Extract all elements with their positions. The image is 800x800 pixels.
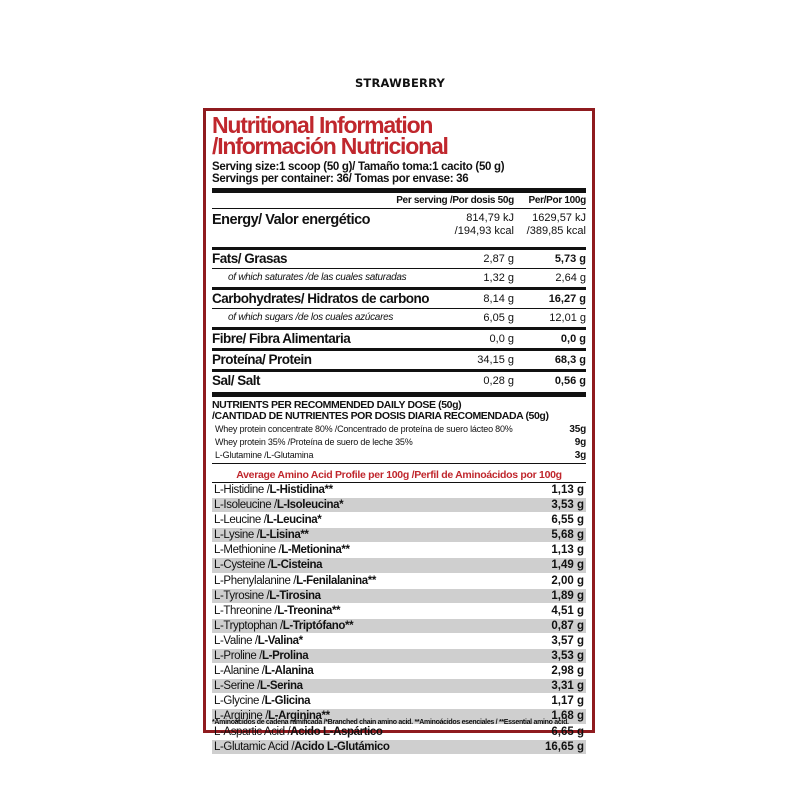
amino-acid-value: 2,00 g xyxy=(551,574,584,587)
nutrient-serving: 2,87 g xyxy=(483,253,514,265)
amino-acid-value: 3,53 g xyxy=(551,650,584,663)
amino-acid-name xyxy=(214,740,514,754)
amino-acid-name xyxy=(214,634,514,648)
amino-acid-name-en: L-Proline / xyxy=(214,650,263,663)
nutrient-name: Proteína/ Protein xyxy=(212,352,312,367)
amino-acid-name-es: L-Treonina** xyxy=(277,604,341,617)
nutrient-row-protein xyxy=(212,351,586,369)
table-row xyxy=(212,543,586,558)
nutrient-per100: 12,01 g xyxy=(549,312,586,324)
amino-acid-name xyxy=(214,528,514,542)
amino-acid-value: 3,31 g xyxy=(551,680,584,693)
servings-per-container: Servings per container: 36/ Tomas por envase: 36 xyxy=(212,173,469,185)
column-header-row xyxy=(212,193,586,208)
amino-acid-name-es: L-Triptófano** xyxy=(282,619,354,632)
amino-acid-name xyxy=(214,679,514,693)
amino-acid-name-es: L-Prolina xyxy=(262,650,309,663)
nutrient-name: Fats/ Grasas xyxy=(212,251,288,266)
amino-acid-name-en: L-Cysteine / xyxy=(214,559,271,572)
amino-acid-value: 0,87 g xyxy=(551,619,584,632)
energy-name: Energy/ Valor energético xyxy=(212,212,371,228)
nutrient-serving: 1,32 g xyxy=(483,272,514,284)
table-row xyxy=(212,604,586,619)
amino-acid-name-en: L-Histidine / xyxy=(214,484,270,496)
nutrient-name: of which saturates /de las cuales saturadas xyxy=(228,272,407,283)
energy-per100 xyxy=(514,212,586,237)
amino-acid-value: 6,65 g xyxy=(551,725,584,738)
list-item xyxy=(212,423,586,436)
amino-acid-name xyxy=(214,483,514,497)
nutrient-name: of which sugars /de los cuales azúcares xyxy=(228,312,394,323)
title-line-1: Nutritional Information xyxy=(212,112,433,138)
amino-acid-name-en: L-Lysine / xyxy=(214,529,260,542)
nutrient-per100: 2,64 g xyxy=(555,272,586,284)
nutrient-name: Carbohydrates/ Hidratos de carbono xyxy=(212,291,430,306)
divider xyxy=(212,392,586,397)
amino-profile-header: Average Amino Acid Profile per 100g /Perfil de Aminoácidos por 100g xyxy=(236,469,562,481)
amino-acid-value: 1,17 g xyxy=(551,695,584,708)
nutrient-row-saturates xyxy=(212,269,586,287)
nutrient-row-fats xyxy=(212,250,586,268)
list-item xyxy=(212,449,586,462)
table-row xyxy=(212,634,586,649)
amino-acid-name-en: L-Alanine / xyxy=(214,665,265,678)
energy-serving-kcal: /194,93 kcal xyxy=(454,224,514,237)
amino-acid-name xyxy=(214,604,514,618)
table-row xyxy=(212,558,586,573)
amino-acid-value: 1,89 g xyxy=(551,589,584,602)
amino-acid-name-es: L-Tirosina xyxy=(269,589,321,602)
per-serving-header: Per serving /Por dosis 50g xyxy=(396,195,514,206)
daily-dose-item-value: 3g xyxy=(574,450,586,461)
footnote: *Aminoácidos de cadena ramificada /*Branched chain amino acid. **Aminoácidos esenciales / **Essential amino acid. xyxy=(212,719,569,726)
nutrient-serving: 0,28 g xyxy=(483,375,514,387)
table-row xyxy=(212,694,586,709)
amino-acid-value: 2,98 g xyxy=(551,665,584,678)
nutrient-per100: 0,56 g xyxy=(554,375,586,387)
per-100g-header: Per/Por 100g xyxy=(528,195,586,206)
amino-acid-name-en: L-Threonine / xyxy=(214,604,278,617)
nutrient-serving: 8,14 g xyxy=(483,293,514,305)
amino-acid-name-es: L-Serina xyxy=(259,680,303,693)
amino-acid-name-es: L-Metionina** xyxy=(281,544,350,557)
amino-acid-name xyxy=(214,589,514,603)
flavor-label: STRAWBERRY xyxy=(354,76,446,90)
amino-acid-value: 1,13 g xyxy=(551,484,584,496)
amino-acid-value: 16,65 g xyxy=(545,740,584,753)
amino-acid-name-en: L-Glycine / xyxy=(214,695,265,708)
amino-acid-name-es: L-Fenilalanina** xyxy=(296,574,376,587)
daily-dose-list xyxy=(212,423,586,462)
nutrient-name: Fibre/ Fibra Alimentaria xyxy=(212,331,351,346)
divider xyxy=(212,463,586,464)
amino-acid-name-es: L-Valina* xyxy=(257,634,303,647)
amino-acid-name-es: L-Arginina** xyxy=(268,710,330,723)
amino-acid-name-es: L-Cisteina xyxy=(270,559,323,572)
amino-acid-table xyxy=(212,483,586,755)
amino-acid-name-en: L-Glutamic Acid / xyxy=(214,740,295,753)
amino-acid-name-es: Acido L-Glutámico xyxy=(294,740,390,753)
table-row xyxy=(212,649,586,664)
amino-acid-name-en: L-Isoleucine / xyxy=(214,499,277,512)
amino-acid-name xyxy=(214,513,514,527)
nutrient-per100: 0,0 g xyxy=(560,333,586,345)
amino-acid-name-es: L-Glicina xyxy=(264,695,311,708)
table-row xyxy=(212,679,586,694)
daily-dose-title xyxy=(212,400,586,422)
nutrient-per100: 68,3 g xyxy=(554,354,586,366)
nutrient-serving: 0,0 g xyxy=(489,333,514,345)
serving-size: Serving size:1 scoop (50 g)/ Tamaño toma:1 cacito (50 g) xyxy=(212,161,505,173)
amino-acid-value: 3,57 g xyxy=(551,634,584,647)
amino-acid-name-en: L-Aspartic Acid / xyxy=(214,725,291,738)
list-item xyxy=(212,436,586,449)
amino-acid-name-en: L-Valine / xyxy=(214,634,258,647)
daily-dose-title-es: /CANTIDAD DE NUTRIENTES POR DOSIS DIARIA RECOMENDADA (50g) xyxy=(212,410,549,422)
energy-per100-kj: 1629,57 kJ xyxy=(532,212,586,224)
amino-acid-value: 1,68 g xyxy=(551,710,584,723)
table-row xyxy=(212,589,586,604)
serving-info xyxy=(212,161,586,185)
daily-dose-item-name: L-Glutamine /L-Glutamina xyxy=(215,450,314,460)
amino-acid-value: 6,55 g xyxy=(551,514,584,527)
nutrient-row-carbohydrates xyxy=(212,290,586,308)
amino-acid-name-es: Acido L-Aspártico xyxy=(290,725,383,738)
amino-acid-value: 4,51 g xyxy=(551,604,584,617)
table-row xyxy=(212,528,586,543)
daily-dose-item-name: Whey protein concentrate 80% /Concentrado de proteína de suero lácteo 80% xyxy=(215,424,513,434)
nutrient-per100: 16,27 g xyxy=(548,293,586,305)
amino-acid-name-en: L-Arginine / xyxy=(214,710,269,723)
amino-acid-name-es: L-Histidina** xyxy=(269,484,333,496)
daily-dose-item-value: 9g xyxy=(574,437,586,448)
nutrient-serving: 6,05 g xyxy=(483,312,514,324)
amino-acid-name-en: L-Tyrosine / xyxy=(214,589,270,602)
table-row xyxy=(212,513,586,528)
amino-acid-name-en: L-Leucine / xyxy=(214,514,267,527)
nutrient-name: Sal/ Salt xyxy=(212,373,261,388)
daily-dose-item-name: Whey protein 35% /Proteína de suero de leche 35% xyxy=(215,437,413,447)
nutrition-label xyxy=(203,108,595,753)
amino-acid-name xyxy=(214,574,514,588)
amino-acid-name xyxy=(214,498,514,512)
table-row xyxy=(212,483,586,498)
energy-serving-kj: 814,79 kJ xyxy=(466,212,514,224)
table-row xyxy=(212,740,586,755)
amino-acid-name-es: L-Alanina xyxy=(264,665,314,678)
daily-dose-title-en: NUTRIENTS PER RECOMMENDED DAILY DOSE (50g) xyxy=(212,399,462,411)
amino-acid-name xyxy=(214,725,514,739)
nutrient-row-salt xyxy=(212,372,586,390)
amino-acid-value: 1,49 g xyxy=(551,559,584,572)
amino-acid-name-es: L-Leucina* xyxy=(266,514,322,527)
title-line-2: /Información Nutricional xyxy=(212,133,448,159)
nutrient-table xyxy=(212,250,586,390)
energy-per100-kcal: /389,85 kcal xyxy=(526,224,586,237)
amino-acid-name-es: L-Isoleucina* xyxy=(276,499,344,512)
amino-acid-name xyxy=(214,558,514,572)
energy-row xyxy=(212,209,586,247)
amino-acid-name xyxy=(214,664,514,678)
nutrient-per100: 5,73 g xyxy=(554,253,586,265)
nutrition-label-content xyxy=(212,112,586,753)
label-title xyxy=(212,112,586,159)
amino-acid-name xyxy=(214,694,514,708)
table-row xyxy=(212,725,586,740)
amino-acid-value: 1,13 g xyxy=(551,544,584,557)
nutrient-serving: 34,15 g xyxy=(477,354,514,366)
amino-acid-name-es: L-Lisina** xyxy=(259,529,309,542)
amino-acid-value: 5,68 g xyxy=(551,529,584,542)
table-row xyxy=(212,664,586,679)
nutrient-row-fibre xyxy=(212,330,586,348)
amino-acid-name-en: L-Phenylalanine / xyxy=(214,574,297,587)
amino-acid-name xyxy=(214,619,514,633)
nutrient-row-sugars xyxy=(212,309,586,327)
amino-acid-name-en: L-Tryptophan / xyxy=(214,619,283,632)
amino-acid-name-en: L-Methionine / xyxy=(214,544,282,557)
amino-acid-value: 3,53 g xyxy=(551,499,584,512)
table-row xyxy=(212,574,586,589)
energy-serving xyxy=(442,212,514,237)
daily-dose-item-value: 35g xyxy=(569,424,586,435)
amino-acid-name-en: L-Serine / xyxy=(214,680,260,693)
amino-acid-name xyxy=(214,543,514,557)
amino-acid-name xyxy=(214,649,514,663)
table-row xyxy=(212,619,586,634)
table-row xyxy=(212,498,586,513)
